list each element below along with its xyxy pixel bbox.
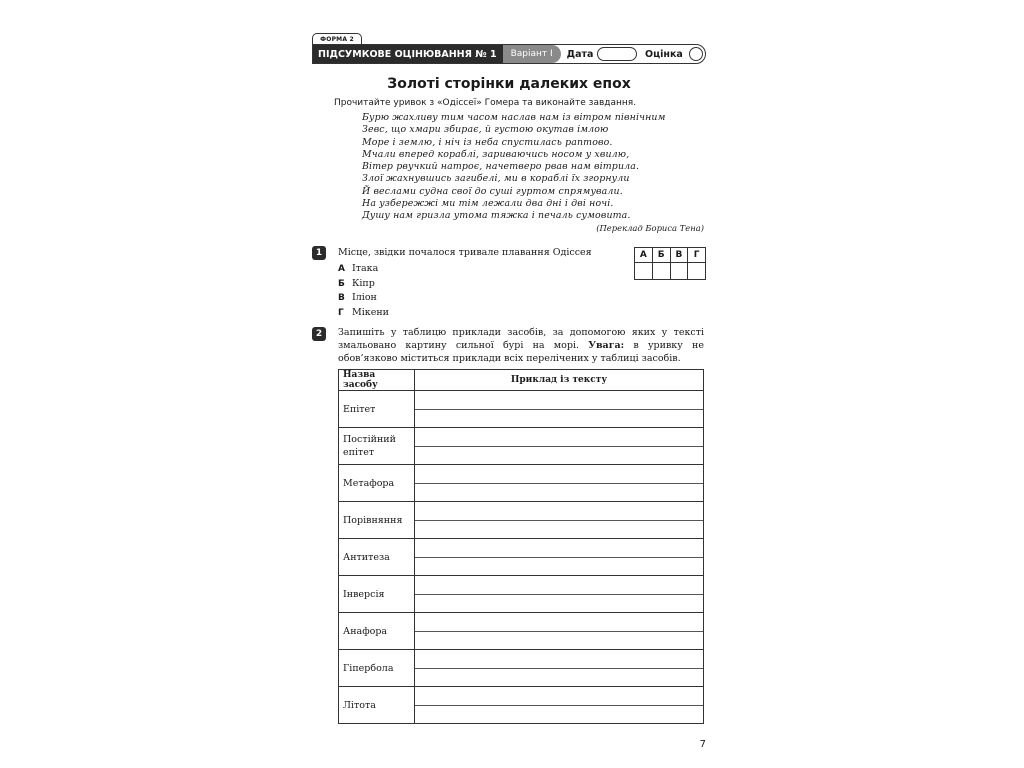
table-row	[339, 465, 704, 502]
worksheet-page	[312, 30, 706, 760]
answer-grid-header: Б	[652, 248, 670, 263]
poem-line: Душу нам гризла утома тяжка і печаль сумовита.	[362, 210, 631, 222]
translation-credit: (Переклад Бориса Тена)	[596, 223, 704, 233]
question-1-number: 1	[312, 246, 326, 260]
device-name: Антитеза	[339, 539, 415, 576]
grade-field[interactable]	[689, 47, 703, 61]
poem-line: Злої жахнувшись загибелі, ми в кораблі їх згорнули	[362, 173, 630, 185]
option-text: Іліон	[352, 292, 377, 303]
date-field[interactable]	[597, 47, 637, 61]
option-v[interactable]	[338, 291, 389, 306]
answer-grid-header: В	[670, 248, 688, 263]
table-row	[339, 687, 704, 724]
device-name: Літота	[339, 687, 415, 724]
device-name: Гіпербола	[339, 650, 415, 687]
table-row	[339, 502, 704, 539]
device-name: Метафора	[339, 465, 415, 502]
example-cell[interactable]	[415, 650, 704, 687]
example-cell[interactable]	[415, 502, 704, 539]
page-title: Золоті сторінки далеких епох	[387, 76, 631, 92]
example-cell[interactable]	[415, 465, 704, 502]
example-cell[interactable]	[415, 613, 704, 650]
table-row	[339, 613, 704, 650]
example-cell[interactable]	[415, 428, 704, 465]
answer-cell-b[interactable]	[652, 263, 670, 280]
instructions: Прочитайте уривок з «Одіссеї» Гомера та виконайте завдання.	[334, 98, 637, 108]
date-label: Дата	[566, 48, 594, 60]
table-row	[339, 650, 704, 687]
question-1-text: Місце, звідки почалося тривале плавання Одіссея	[338, 247, 592, 258]
poem-excerpt	[362, 112, 666, 223]
note-label: Увага:	[588, 340, 625, 351]
example-cell[interactable]	[415, 391, 704, 428]
column-header-example: Приклад із тексту	[415, 370, 704, 391]
table-row	[339, 391, 704, 428]
poem-line: Й веслами судна свої до суші гуртом спрямували.	[362, 185, 623, 197]
table-row	[339, 428, 704, 465]
question-2-number: 2	[312, 327, 326, 341]
option-text: Мікени	[352, 306, 389, 318]
option-letter: В	[338, 293, 345, 303]
literary-devices-table	[338, 369, 704, 724]
device-name: Епітет	[339, 391, 415, 428]
option-letter: Г	[338, 307, 344, 318]
option-b[interactable]	[338, 277, 389, 292]
answer-grid	[634, 247, 706, 280]
assessment-title: ПІДСУМКОВЕ ОЦІНЮВАННЯ № 1	[313, 45, 503, 63]
example-cell[interactable]	[415, 687, 704, 724]
answer-cell-a[interactable]	[635, 263, 653, 280]
form-tab: ФОРМА 2	[312, 33, 362, 45]
column-header-device: Назва засобу	[339, 370, 415, 391]
grade-label: Оцінка	[645, 48, 683, 60]
option-text: Кіпр	[352, 277, 375, 289]
poem-line: Вітер рвучкий натроє, начетверо рвав нам вітрила.	[362, 161, 640, 173]
answer-cell-g[interactable]	[688, 263, 706, 280]
answer-cell-v[interactable]	[670, 263, 688, 280]
device-name: Постійний епітет	[339, 428, 415, 465]
device-name: Порівняння	[339, 502, 415, 539]
question-2-body: Запишіть у таблицю приклади засобів, за допомогою яких у тексті змальовано картину сильної бурі на морі.	[338, 327, 704, 351]
option-letter: Б	[338, 278, 345, 289]
question-1-options	[338, 262, 389, 320]
poem-line: Зевс, що хмари збирає, й густою окутав імлою	[362, 124, 609, 136]
question-2-text	[338, 326, 704, 365]
device-name: Інверсія	[339, 576, 415, 613]
answer-grid-header: А	[635, 248, 653, 263]
note-text: в уривку не обов’язково міститься приклади всіх перелічених у таблиці засобів.	[338, 340, 704, 364]
variant-label: Варіант І	[503, 45, 561, 63]
device-name: Анафора	[339, 613, 415, 650]
poem-line: Бурю жахливу тим часом наслав нам із вітром північним	[362, 112, 666, 123]
table-row	[339, 576, 704, 613]
example-cell[interactable]	[415, 576, 704, 613]
example-cell[interactable]	[415, 539, 704, 576]
table-row	[339, 539, 704, 576]
option-text: Ітака	[352, 263, 379, 274]
option-a[interactable]	[338, 262, 389, 277]
poem-line: Море і землю, і ніч із неба спустилась раптово.	[362, 136, 613, 148]
option-g[interactable]	[338, 306, 389, 321]
poem-line: На узбережжі ми тім лежали два дні і дві ночі.	[362, 198, 614, 210]
answer-grid-header: Г	[688, 248, 706, 263]
option-letter: А	[338, 264, 345, 274]
header-bar	[312, 44, 706, 64]
page-number: 7	[699, 739, 706, 750]
poem-line: Мчали вперед кораблі, зариваючись носом у хвилю,	[362, 148, 630, 160]
